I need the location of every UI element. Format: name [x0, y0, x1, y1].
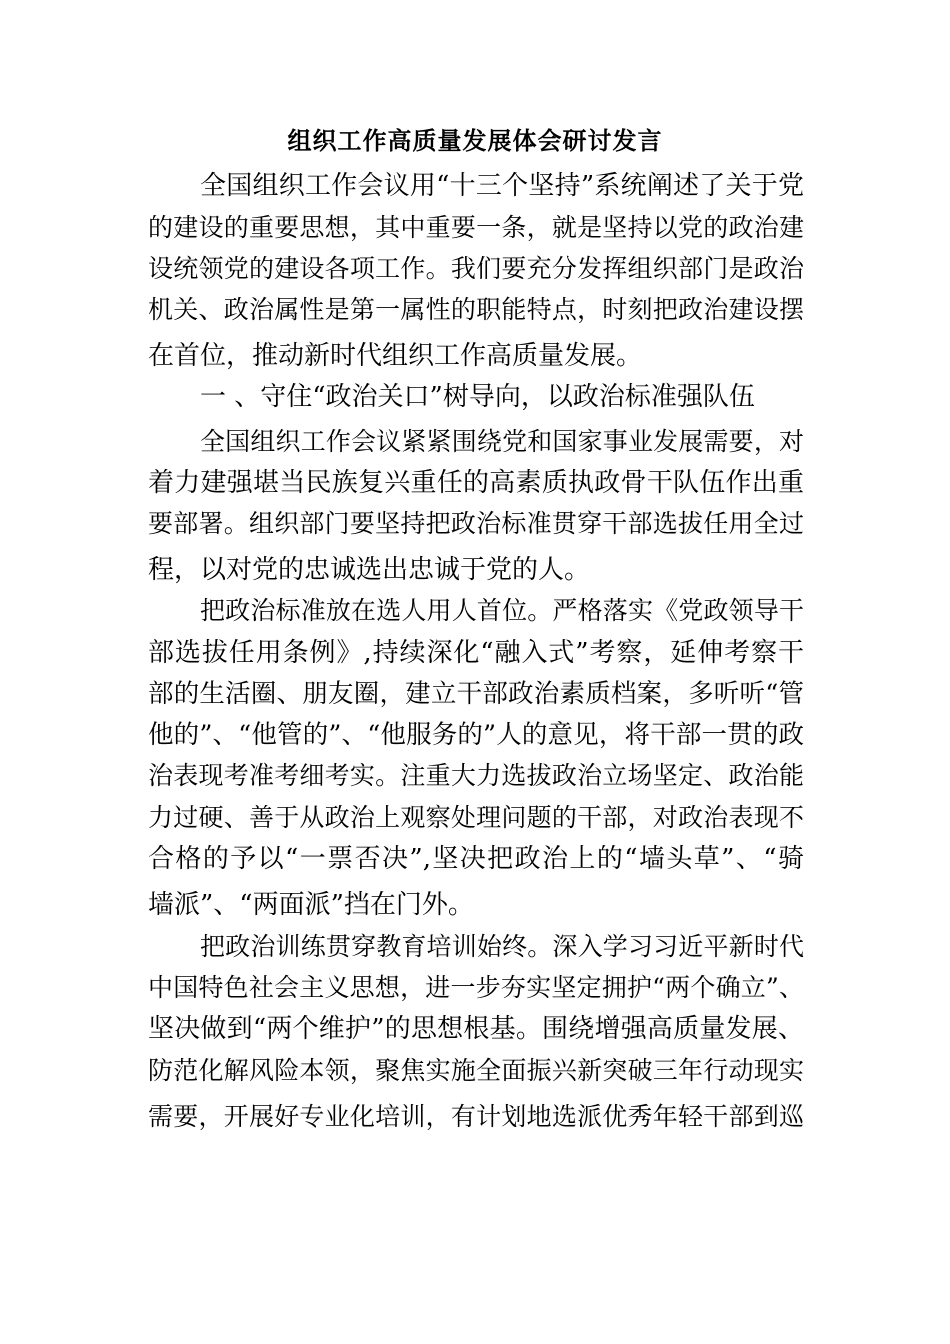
paragraph-line: 需要，开展好专业化培训，有计划地选派优秀年轻干部到巡: [148, 1102, 804, 1131]
paragraph-line: 程，以对党的忠诚选出忠诚于党的人。: [148, 555, 591, 585]
paragraph-line: 坚决做到“两个维护”的思想根基。围绕增强高质量发展、: [148, 1014, 804, 1044]
paragraph-line: 设统领党的建设各项工作。我们要充分发挥组织部门是政治: [148, 254, 804, 283]
paragraph-line: 部的生活圈、朋友圈，建立干部政治素质档案，多听听“管: [148, 679, 804, 709]
section-heading: 一 、守住“政治关口”树导向，以政治标准强队伍: [200, 382, 755, 412]
paragraph-line: 的建设的重要思想，其中重要一条，就是坚持以党的政治建: [148, 213, 804, 242]
paragraph-line: 全国组织工作会议紧紧围绕党和国家事业发展需要，对: [200, 427, 804, 456]
document-title: 组织工作高质量发展体会研讨发言: [287, 126, 663, 155]
paragraph-line: 把政治标准放在选人用人首位。严格落实《党政领导干: [200, 596, 804, 625]
paragraph-line: 在首位，推动新时代组织工作高质量发展。: [148, 341, 643, 371]
paragraph-line: 墙派”、“两面派”挡在门外。: [148, 890, 474, 920]
paragraph-line: 合格的予以“一票否决”,坚决把政治上的“墙头草”、“骑: [148, 844, 804, 874]
paragraph-line: 他的”、“他管的”、“他服务的”人的意见，将干部一贯的政: [148, 720, 804, 750]
paragraph-line: 防范化解风险本领，聚焦实施全面振兴新突破三年行动现实: [148, 1056, 804, 1085]
paragraph-line: 中国特色社会主义思想，进一步夯实坚定拥护“两个确立”、: [148, 973, 804, 1002]
paragraph-line: 机关、政治属性是第一属性的职能特点，时刻把政治建设摆: [148, 295, 804, 324]
paragraph-line: 全国组织工作会议用“十三个坚持”系统阐述了关于党: [200, 171, 804, 201]
paragraph-line: 力过硬、善于从政治上观察处理问题的干部，对政治表现不: [148, 803, 804, 832]
paragraph-line: 治表现考准考细考实。注重大力选拔政治立场坚定、政治能: [148, 761, 804, 790]
paragraph-line: 把政治训练贯穿教育培训始终。深入学习习近平新时代: [200, 932, 804, 961]
paragraph-line: 部选拔任用条例》,持续深化“融入式”考察，延伸考察干: [148, 638, 804, 668]
paragraph-line: 要部署。组织部门要坚持把政治标准贯穿干部选拔任用全过: [148, 509, 804, 538]
paragraph-line: 着力建强堪当民族复兴重任的高素质执政骨干队伍作出重: [148, 468, 804, 498]
